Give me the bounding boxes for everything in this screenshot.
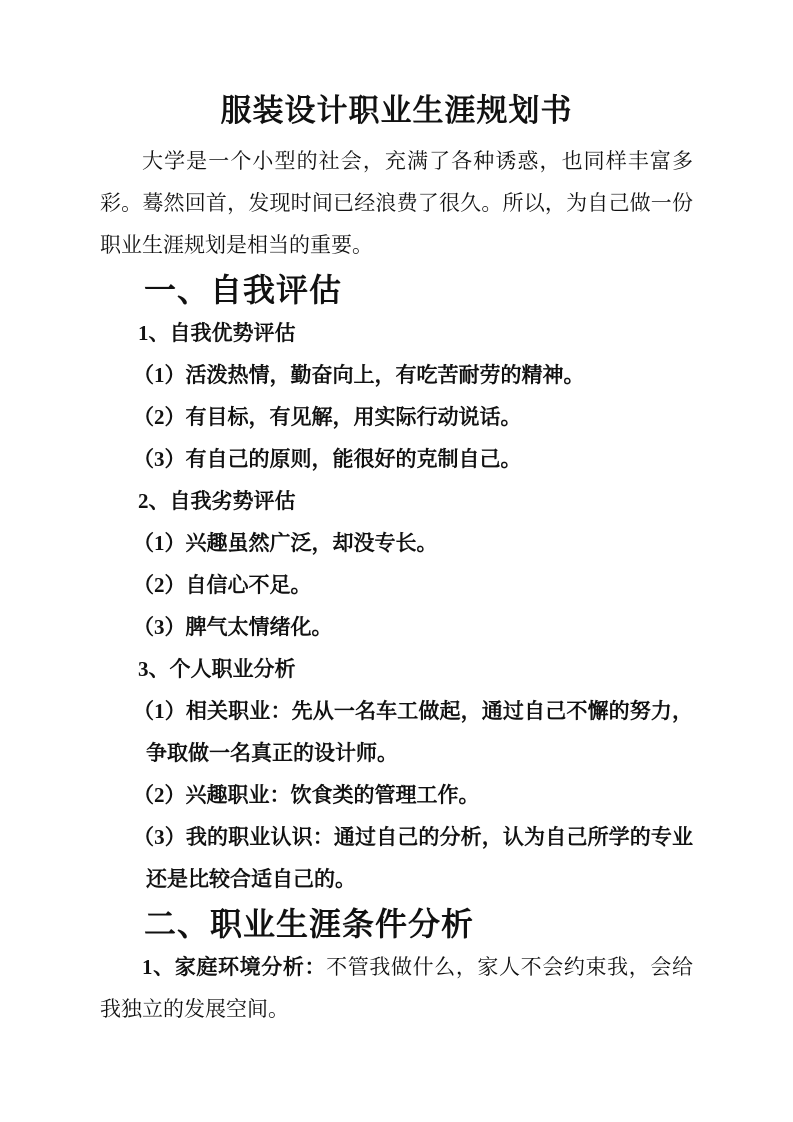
list-item: （1）兴趣虽然广泛，却没专长。 [133, 531, 438, 555]
paragraph-lead: 1、家庭环境分析： [142, 955, 327, 979]
document-sections [100, 268, 693, 1030]
list-item: （3）我的职业认识：通过自己的分析，认为自己所学的专业还是比较合适自己的。 [133, 825, 693, 891]
list-item: （1）活泼热情，勤奋向上，有吃苦耐劳的精神。 [133, 363, 585, 387]
list-item: （2）兴趣职业：饮食类的管理工作。 [133, 783, 480, 807]
subsection-label: 3、个人职业分析 [138, 657, 296, 681]
section-heading-2: 二、职业生涯条件分析 [144, 906, 475, 942]
paragraph-body: 不管我做什么，家人不会约束我，会给我独立的发展空间。 [100, 955, 694, 1021]
section-heading-1: 一、自我评估 [144, 272, 343, 308]
list-item: （1）相关职业：先从一名车工做起，通过自己不懈的努力，争取做一名真正的设计师。 [133, 699, 693, 765]
section-paragraph [100, 946, 693, 1030]
list-item: （2）有目标，有见解，用实际行动说话。 [133, 405, 522, 429]
list-item: （3）脾气太情绪化。 [133, 615, 333, 639]
document-title: 服装设计职业生涯规划书 [220, 93, 573, 128]
subsection-label: 1、自我优势评估 [138, 321, 296, 345]
subsection-label: 2、自我劣势评估 [138, 489, 296, 513]
intro-paragraph: 大学是一个小型的社会，充满了各种诱惑，也同样丰富多彩。蓦然回首，发现时间已经浪费了很久。所以，为自己做一份职业生涯规划是相当的重要。 [100, 149, 693, 257]
list-item: （3）有自己的原则，能很好的克制自己。 [133, 447, 522, 471]
list-item: （2）自信心不足。 [133, 573, 312, 597]
